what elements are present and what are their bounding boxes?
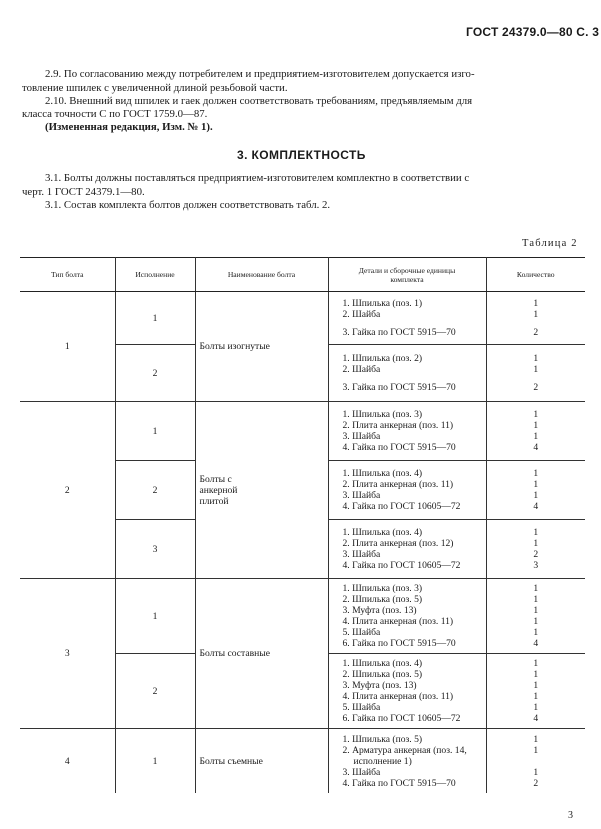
paragraph-2-9-line1: 2.9. По согласованию между потребителем и предприятием-изготовителем допускается изго-: [45, 68, 475, 80]
page-number: 3: [568, 810, 573, 821]
table-row: [20, 292, 585, 345]
qty-line: 1: [533, 669, 539, 680]
parts-cell: [328, 292, 486, 345]
part-line: 3. Шайба: [342, 490, 381, 501]
qty-line: 3: [533, 560, 539, 571]
type-cell: 4: [20, 729, 115, 794]
header-parts: Детали и сборочные единицы комплекта: [328, 258, 486, 292]
part-line: 3. Шайба: [342, 431, 381, 442]
part-line: 2. Плита анкерная (поз. 11): [342, 479, 454, 490]
part-line: 1. Шпилька (поз. 4): [342, 658, 423, 669]
qty-line: 1: [533, 583, 539, 594]
qty-line: 1: [533, 680, 539, 691]
section-title: 3. КОМПЛЕКТНОСТЬ: [237, 148, 366, 162]
qty-line: 1: [533, 594, 539, 605]
part-line: 3. Гайка по ГОСТ 5915—70: [342, 382, 456, 393]
part-line: 2. Шпилька (поз. 5): [342, 594, 423, 605]
part-line: 4. Плита анкерная (поз. 11): [342, 616, 454, 627]
part-line: 1. Шпилька (поз. 4): [342, 527, 423, 538]
qty-line: 1: [533, 744, 539, 756]
table-header-row: [20, 258, 585, 292]
variant-cell: 1: [115, 292, 195, 345]
parts-cell: [328, 520, 486, 579]
name-cell: Болты с анкерной плитой: [195, 402, 328, 579]
name-cell: Болты съемные: [195, 729, 328, 794]
qty-line: 1: [533, 658, 539, 669]
part-line: 6. Гайка по ГОСТ 5915—70: [342, 638, 456, 649]
qty-line: 4: [533, 638, 539, 649]
part-line: 6. Гайка по ГОСТ 10605—72: [342, 713, 461, 724]
qty-line: 1: [533, 420, 539, 431]
qty-line: 1: [533, 616, 539, 627]
paragraph-3-1-table-ref: 3.1. Состав комплекта болтов должен соответствовать табл. 2.: [45, 199, 331, 211]
qty-cell: [486, 520, 585, 579]
variant-cell: 1: [115, 729, 195, 794]
qty-line: 1: [533, 527, 539, 538]
table-row: [20, 729, 585, 794]
part-line: 1. Шпилька (поз. 3): [342, 409, 423, 420]
paragraph-2-9-line2: товление шпилек с увеличенной длиной резьбовой части.: [22, 82, 288, 94]
part-line: 4. Гайка по ГОСТ 5915—70: [342, 777, 456, 789]
qty-cell: [486, 402, 585, 461]
document-header: ГОСТ 24379.0—80 С. 3: [466, 25, 600, 39]
qty-line: 1: [533, 364, 539, 375]
paragraph-3-1-line1: 3.1. Болты должны поставляться предприятием-изготовителем комплектно в соответствии с: [45, 172, 470, 184]
header-name: Наименование болта: [195, 258, 328, 292]
part-line: 3. Муфта (поз. 13): [342, 680, 417, 691]
qty-line: 1: [533, 298, 539, 309]
part-line: 4. Гайка по ГОСТ 10605—72: [342, 560, 461, 571]
part-line: 3. Муфта (поз. 13): [342, 605, 417, 616]
part-line: 2. Плита анкерная (поз. 12): [342, 538, 454, 549]
qty-cell: [486, 345, 585, 402]
variant-cell: 2: [115, 654, 195, 729]
variant-cell: 2: [115, 345, 195, 402]
part-line: 1. Шпилька (поз. 1): [342, 298, 423, 309]
qty-line: 1: [533, 605, 539, 616]
qty-line: 1: [533, 627, 539, 638]
paragraph-3-1-line2: черт. 1 ГОСТ 24379.1—80.: [22, 186, 145, 198]
type-cell: 1: [20, 292, 115, 402]
part-line: 2. Шайба: [342, 364, 381, 375]
table-row: [20, 402, 585, 461]
part-line: 4. Плита анкерная (поз. 11): [342, 691, 454, 702]
parts-cell: [328, 579, 486, 654]
parts-cell: [328, 345, 486, 402]
parts-cell: [328, 729, 486, 794]
header-variant: Исполнение: [115, 258, 195, 292]
qty-cell: [486, 292, 585, 345]
part-line: 1. Шпилька (поз. 5): [342, 733, 423, 745]
qty-line: 1: [533, 490, 539, 501]
qty-line: 1: [533, 431, 539, 442]
qty-line: 4: [533, 442, 539, 453]
qty-line: 1: [533, 702, 539, 713]
paragraph-2-10-line2: класса точности С по ГОСТ 1759.0—87.: [22, 108, 208, 120]
variant-cell: 3: [115, 520, 195, 579]
parts-cell: [328, 402, 486, 461]
part-line: 1. Шпилька (поз. 2): [342, 353, 423, 364]
qty-cell: [486, 729, 585, 794]
type-cell: 2: [20, 402, 115, 579]
qty-cell: [486, 461, 585, 520]
amendment-note: (Измененная редакция, Изм. № 1).: [45, 121, 213, 133]
part-line: 5. Шайба: [342, 702, 381, 713]
header-qty: Количество: [486, 258, 585, 292]
table-row: [20, 579, 585, 654]
parts-cell: [328, 654, 486, 729]
qty-cell: [486, 579, 585, 654]
qty-line: 2: [533, 327, 539, 338]
part-line: 3. Шайба: [342, 766, 381, 778]
table-caption: Таблица 2: [522, 238, 578, 249]
part-line: 1. Шпилька (поз. 3): [342, 583, 423, 594]
variant-cell: 1: [115, 579, 195, 654]
qty-line: 1: [533, 766, 539, 778]
part-line: 3. Гайка по ГОСТ 5915—70: [342, 327, 456, 338]
qty-line: 1: [533, 479, 539, 490]
part-line: 5. Шайба: [342, 627, 381, 638]
qty-line: 2: [533, 549, 539, 560]
variant-cell: 1: [115, 402, 195, 461]
qty-line: 2: [533, 382, 539, 393]
type-cell: 3: [20, 579, 115, 729]
part-line: 3. Шайба: [342, 549, 381, 560]
header-type: Тип болта: [20, 258, 115, 292]
qty-line: 1: [533, 538, 539, 549]
part-line: 4. Гайка по ГОСТ 10605—72: [342, 501, 461, 512]
part-line: исполнение 1): [353, 755, 412, 767]
qty-line: 1: [533, 409, 539, 420]
paragraph-2-10-line1: 2.10. Внешний вид шпилек и гаек должен соответствовать требованиям, предъявляемым для: [45, 95, 473, 107]
qty-line: 4: [533, 501, 539, 512]
part-line: 2. Плита анкерная (поз. 11): [342, 420, 454, 431]
part-line: 1. Шпилька (поз. 4): [342, 468, 423, 479]
qty-line: [487, 756, 586, 767]
parts-cell: [328, 461, 486, 520]
name-cell: Болты составные: [195, 579, 328, 729]
qty-line: 1: [533, 353, 539, 364]
qty-cell: [486, 654, 585, 729]
kit-composition-table: [20, 257, 585, 793]
qty-line: 1: [533, 691, 539, 702]
part-line: 2. Арматура анкерная (поз. 14,: [342, 744, 467, 756]
qty-line: 4: [533, 713, 539, 724]
qty-line: 2: [533, 777, 539, 789]
qty-line: 1: [533, 468, 539, 479]
part-line: 4. Гайка по ГОСТ 5915—70: [342, 442, 456, 453]
qty-line: 1: [533, 309, 539, 320]
part-line: 2. Шпилька (поз. 5): [342, 669, 423, 680]
part-line: 2. Шайба: [342, 309, 381, 320]
variant-cell: 2: [115, 461, 195, 520]
name-cell: Болты изогнутые: [195, 292, 328, 402]
qty-line: 1: [533, 733, 539, 745]
